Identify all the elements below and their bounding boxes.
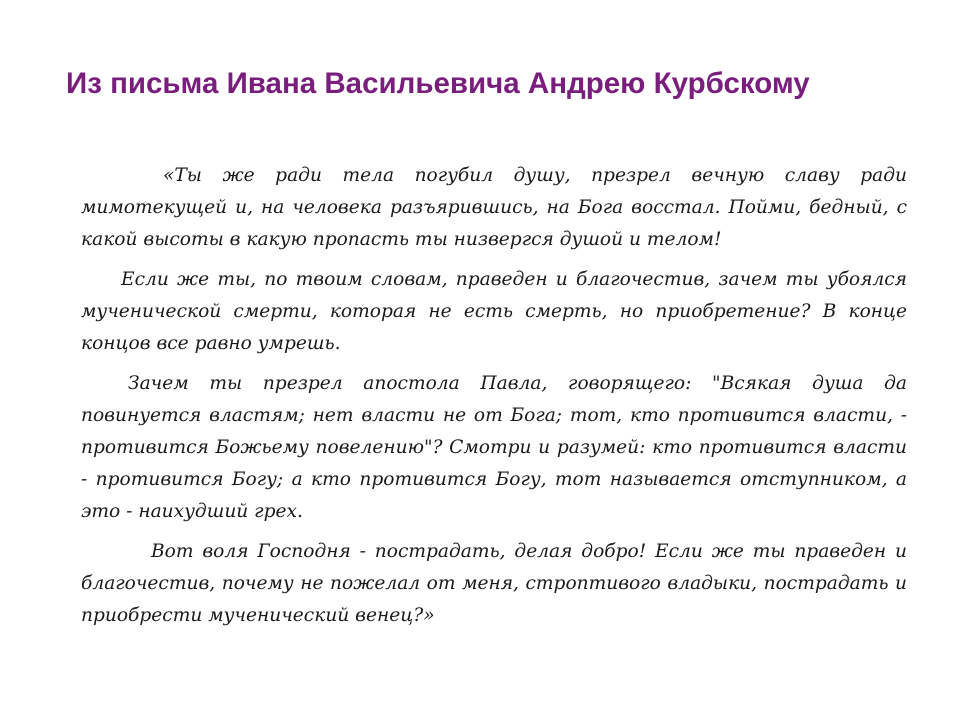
slide-title: Из письма Ивана Васильевича Андрею Курбскому xyxy=(66,67,810,100)
paragraph-4: Вот воля Господня - пострадать, делая добро! Если же ты праведен и благочестив, почему не пожелал от меня, строптивого владыки, пострадать и приобрести мученический венец?» xyxy=(81,541,907,626)
paragraph-1: «Ты же ради тела погубил душу, презрел вечную славу ради мимотекущей и, на человека разъярившись, на Бога восстал. Пойми, бедный, с какой высоты в какую пропасть ты низвергся душой и телом! xyxy=(81,165,907,250)
letter-excerpt xyxy=(81,160,907,640)
paragraph-3: Зачем ты презрел апостола Павла, говорящего: "Всякая душа да повинуется властям; нет власти не от Бога; тот, кто противится власти, - противится Божьему повелению"? Смотри и разумей: кто противится власти - противится Богу; а кто противится Богу, тот называется отступником, а это - наихудший грех. xyxy=(81,373,907,522)
paragraph-2: Если же ты, по твоим словам, праведен и благочестив, зачем ты убоялся мученической смерти, которая не есть смерть, но приобретение? В конце концов все равно умрешь. xyxy=(81,269,907,354)
